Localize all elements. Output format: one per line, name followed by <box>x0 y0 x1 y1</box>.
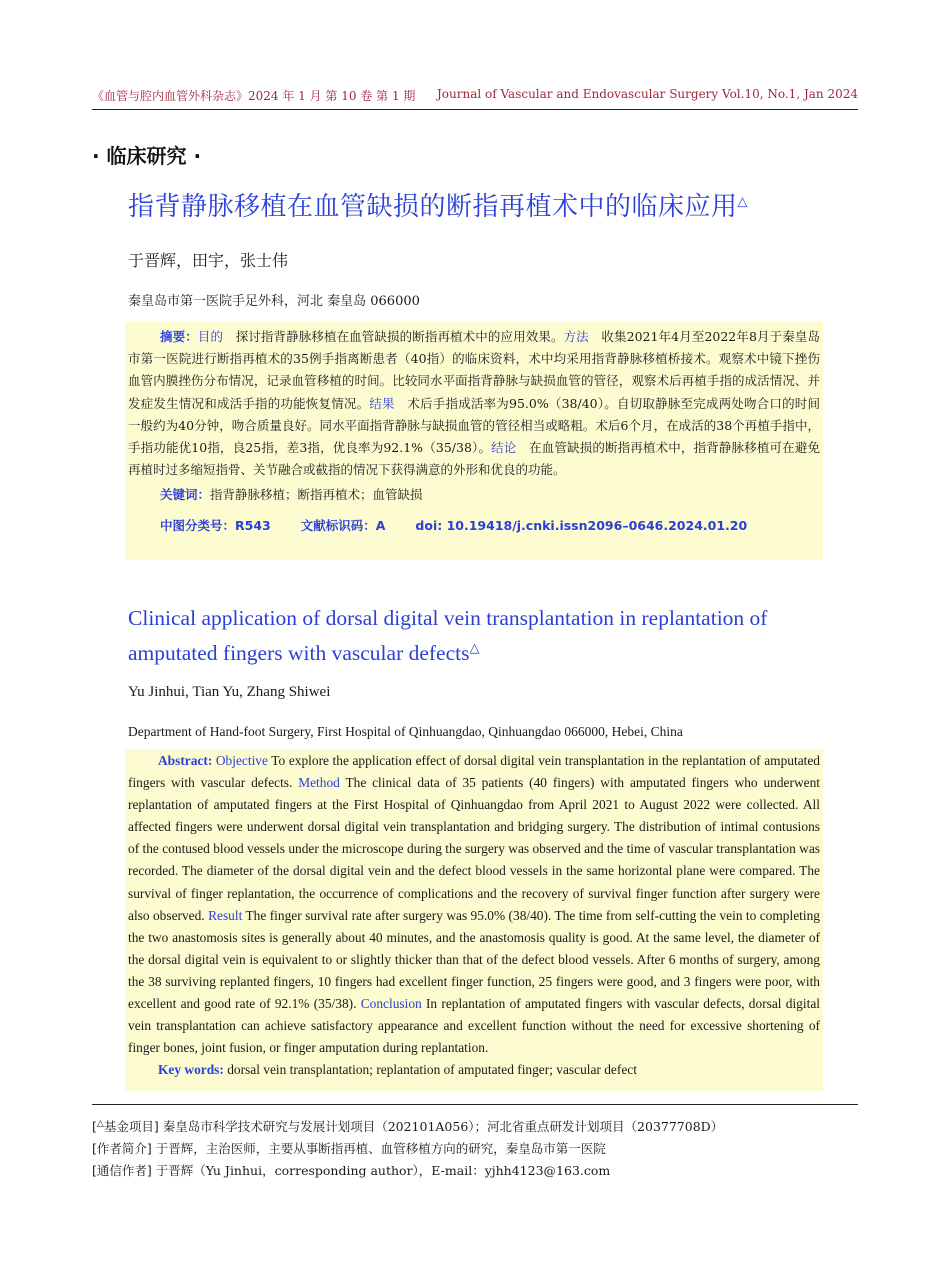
keywords-en-label: Key words: <box>158 1062 224 1078</box>
clc-number: 中图分类号：R543 <box>160 517 271 533</box>
result-cn: 术后手指成活率为95.0%（38/40）。自切取静脉至完成两处吻合口的时间一般约为40分钟，吻合质量良好。同水平面指背静脉与缺损血管的管径相当或略粗。术后6个月，在成活的38个再植手指中，手指功能优10指，良25指，差3指，优良率为92.1%（35/38）。 <box>128 395 820 456</box>
conclusion-cn: 在血管缺损的断指再植术中，指背静脉移植可在避免再植时过多缩短指骨、关节融合或截指的情况下获得满意的外形和优良的功能。 <box>128 440 820 478</box>
keywords-cn-label: 关键词： <box>160 487 211 503</box>
title-en <box>128 603 828 668</box>
affiliation-cn: 秦皇岛市第一医院手足外科，河北 秦皇岛 066000 <box>128 294 420 309</box>
doi: doi: 10.19418/j.cnki.issn2096–0646.2024.01.20 <box>415 517 748 533</box>
result-en-label: Result <box>208 907 243 923</box>
correspondence-label: [通信作者] <box>92 1163 152 1178</box>
method-en: The clinical data of 35 patients (40 fingers) with amputated fingers who underwent replantation of amputated fingers at the First Hospital of Qinhuangdao from April 2021 to August 2022 were collected. All affected fingers were underwent dorsal digital vein transplantation and bridging surgery. The distribution of intimal contusions of the contused blood vessels under the microscope during the surgery was observed and the time of vascular transplantation was recorded. The diameter of the dorsal digital vein and the defect blood vessels in the same horizontal plane were compared. The survival of finger replantation, the occurrence of complications and the recovery of survival finger function after surgery were also observed. <box>128 775 820 923</box>
author-info-label: [作者简介] <box>92 1141 152 1156</box>
affiliation-en: Department of Hand-foot Surgery, First Hospital of Qinhuangdao, Qinhuangdao 066000, Hebei, China <box>128 724 683 739</box>
abstract-cn-label: 摘要： <box>160 329 198 344</box>
author-info-text: 于晋辉，主治医师，主要从事断指再植、血管移植方向的研究，秦皇岛市第一医院 <box>151 1141 606 1156</box>
abstract-en-box <box>125 749 823 1091</box>
objective-en: To explore the application effect of dorsal digital vein transplantation in the replantation of amputated fingers with vascular defects. <box>128 753 820 791</box>
result-cn-label: 结果 <box>369 395 395 411</box>
funding-mark-en: △ <box>469 640 480 655</box>
funding-text: 秦皇岛市科学技术研究与发展计划项目（202101A056）；河北省重点研发计划项目（20377708D） <box>158 1119 724 1134</box>
objective-cn: 探讨指背静脉移植在血管缺损的断指再植术中的应用效果。 <box>223 329 564 344</box>
conclusion-en: In replantation of amputated fingers with vascular defects, dorsal digital vein transplantation can achieve satisfactory appearance and excellent function without the need for excessive shortening of finger bones, joint fusion, or finger amputation during replantation. <box>128 996 820 1056</box>
classification-cn <box>128 515 820 537</box>
funding-label: 基金项目 <box>103 1119 154 1134</box>
authors-cn: 于晋辉，田宇，张士伟 <box>128 251 289 270</box>
footnote-funding <box>92 1117 723 1135</box>
title-cn <box>128 186 748 223</box>
journal-header-cn: 《血管与腔内血管外科杂志》2024 年 1 月 第 10 卷 第 1 期 <box>92 89 416 103</box>
objective-en-label: Objective <box>215 753 268 768</box>
abstract-cn <box>128 326 820 481</box>
keywords-en <box>128 1059 820 1081</box>
abstract-en <box>128 750 820 1059</box>
funding-mark: △ <box>737 194 749 210</box>
abstract-cn-box <box>125 322 823 560</box>
funding-bracket-open: [ <box>92 1119 97 1134</box>
keywords-cn <box>128 484 820 506</box>
title-cn-text: 指背静脉移植在血管缺损的断指再植术中的临床应用 <box>128 192 738 222</box>
correspondence-text: 于晋辉（Yu Jinhui，corresponding author），E-mail：yjhh4123@163.com <box>151 1163 611 1178</box>
funding-footnote-mark: △ <box>96 1118 104 1129</box>
journal-header-en: Journal of Vascular and Endovascular Surgery Vol.10, No.1, Jan 2024 <box>436 87 858 101</box>
objective-cn-label: 目的 <box>197 329 224 344</box>
footnote-correspondence <box>92 1161 610 1179</box>
method-en-label: Method <box>298 775 340 791</box>
header-rule <box>92 109 858 110</box>
keywords-en-text: dorsal vein transplantation; replantation of amputated finger; vascular defect <box>223 1062 637 1078</box>
conclusion-en-label: Conclusion <box>360 996 422 1012</box>
method-cn-label: 方法 <box>563 329 589 344</box>
abstract-en-label: Abstract: <box>158 753 213 768</box>
section-label: · 临床研究 · <box>92 144 202 168</box>
document-code: 文献标识码：A <box>300 517 386 533</box>
method-cn: 收集2021年4月至2022年8月于秦皇岛市第一医院进行断指再植术的35例手指离断患者（40指）的临床资料，术中均采用指背静脉移植桥接术。观察术中镜下挫伤血管内膜挫伤分布情况，记录血管移植的时间。比较同水平面指背静脉与缺损血管的管径，观察术后再植手指的成活情况、并发症发生情况和成活手指的功能恢复情况。 <box>128 329 820 411</box>
conclusion-cn-label: 结论 <box>491 440 517 456</box>
authors-en: Yu Jinhui, Tian Yu, Zhang Shiwei <box>128 684 331 700</box>
footnote-rule <box>92 1104 858 1105</box>
funding-bracket-close: ] <box>153 1119 159 1134</box>
result-en: The finger survival rate after surgery was 95.0% (38/40). The time from self-cutting the vein to completing the two anastomosis sites is generally about 40 minutes, and the anastomosis quality is good. At the same level, the diameter of the dorsal digital vein is equivalent to or slightly thicker than that of the defect blood vessels. After 6 months of surgery, among the 38 surviving replanted fingers, 10 fingers had excellent finger function, 25 fingers were good, and 3 fingers were poor, with excellent and good rate of 92.1% (35/38). <box>128 907 820 1012</box>
title-en-text: Clinical application of dorsal digital vein transplantation in replantation of amputated fingers with vascular defects <box>128 606 768 666</box>
keywords-cn-text: 指背静脉移植；断指再植术；血管缺损 <box>210 487 423 503</box>
footnote-author <box>92 1139 606 1157</box>
